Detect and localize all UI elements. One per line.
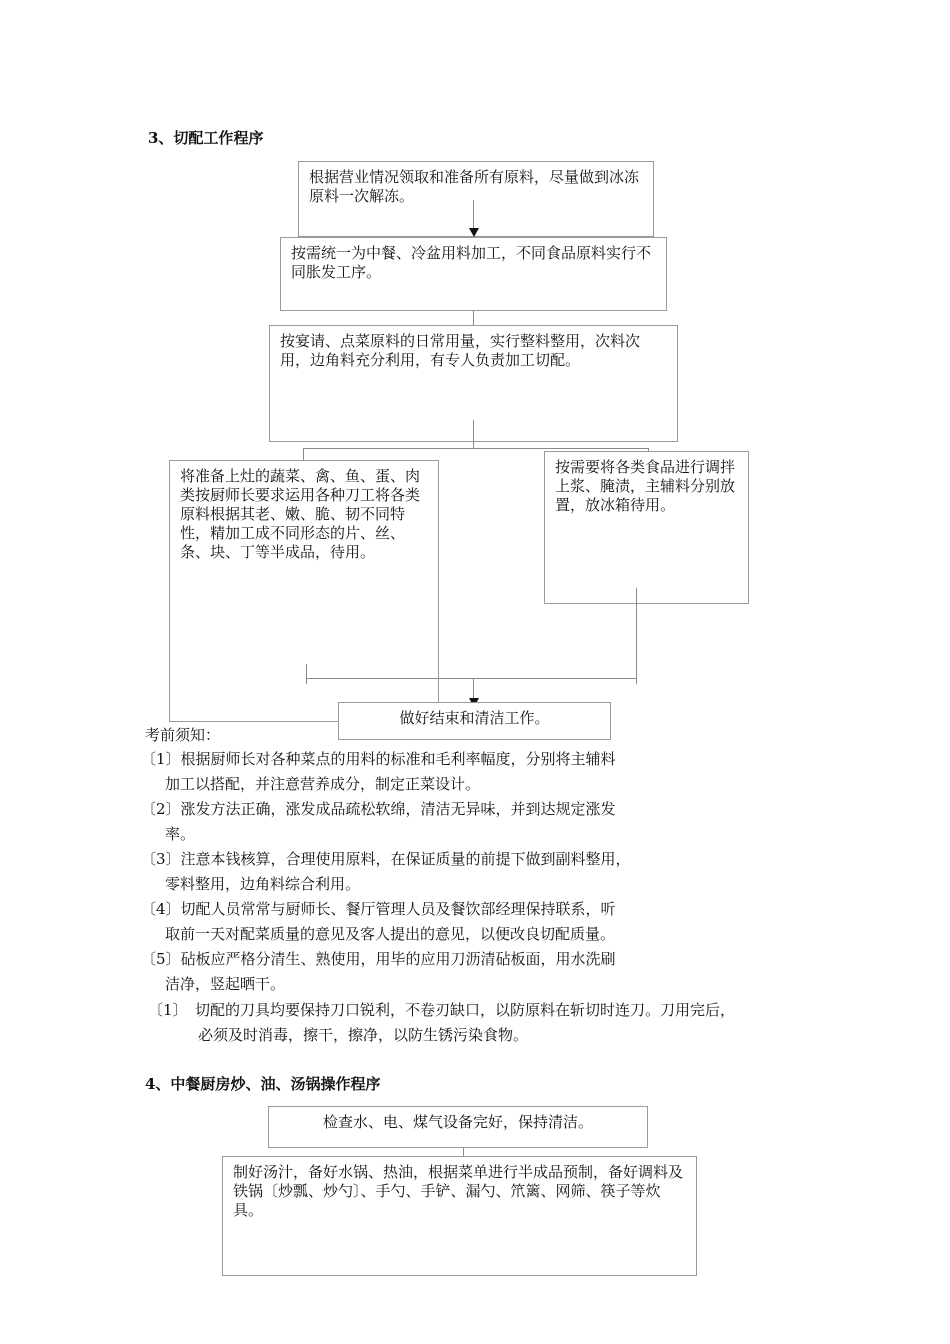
flow-step-text: 按需统一为中餐、冷盆用料加工，不同食品原料实行不同胀发工序。 <box>291 244 652 281</box>
note-item-3-line2: 零料整用，边角料综合利用。 <box>165 875 361 893</box>
connector-line <box>306 664 307 684</box>
flow-step-text: 按宴请、点菜原料的日常用量，实行整料整用，次料次用，边角料充分利用，有专人负责加工切配。 <box>280 332 641 369</box>
connector-merge-line <box>306 678 637 679</box>
connector-line <box>473 678 474 700</box>
flow-step-text: 根据营业情况领取和准备所有原料，尽量做到冰冻原料一次解冻。 <box>309 168 640 205</box>
flow-step-cleanup <box>338 702 611 740</box>
section3-title: 3、切配工作程序 <box>148 129 264 147</box>
flow-step-text: 做好结束和清洁工作。 <box>399 709 550 727</box>
section4-title: 4、中餐厨房炒、油、汤锅操作程序 <box>145 1075 381 1093</box>
flow-step-text: 按需要将各类食品进行调拌上浆、腌渍，主辅料分别放置，放冰箱待用。 <box>555 458 736 514</box>
note-item-5-line1: 〔5〕砧板应严格分清生、熟使用，用毕的应用刀沥清砧板面，用水洗刷 <box>141 950 616 968</box>
connector-line <box>636 588 637 684</box>
flow-step-knife-work <box>169 460 439 722</box>
note-item-6-line2: 必须及时消毒，擦干，擦净，以防生锈污染食物。 <box>198 1026 529 1044</box>
note-item-2-line2: 率。 <box>165 825 196 843</box>
note-item-4-line1: 〔4〕切配人员常常与厨师长、餐厅管理人员及餐饮部经理保持联系，听 <box>141 900 616 918</box>
note-item-2-line1: 〔2〕涨发方法正确，涨发成品疏松软绵，清洁无异味，并到达规定涨发 <box>141 800 616 818</box>
note-item-1-line1: 〔1〕根据厨师长对各种菜点的用料的标准和毛利率幅度，分别将主辅料 <box>141 750 616 768</box>
flow-step-text: 制好汤汁，备好水锅、热油，根据菜单进行半成品预制，备好调料及铁锅〔炒瓢、炒勺〕、手勺、手铲、漏勺、笊篱、网筛、筷子等炊具。 <box>233 1163 684 1219</box>
note-item-6-line1: 〔1〕 切配的刀具均要保持刀口锐利，不卷刃缺口，以防原料在斩切时连刀。刀用完后， <box>148 1001 736 1019</box>
note-item-5-line2: 洁净，竖起晒干。 <box>165 975 286 993</box>
connector-line <box>473 420 474 448</box>
flow-step-check-equipment <box>268 1106 648 1148</box>
notes-title: 考前须知： <box>145 726 221 744</box>
connector-line <box>303 448 304 460</box>
flow-step-text: 检查水、电、煤气设备完好，保持清洁。 <box>322 1113 593 1131</box>
flow-step-seasoning <box>544 451 749 604</box>
flow-step-prepare-materials <box>298 161 654 237</box>
note-item-1-line2: 加工以搭配，并注意营养成分，制定正菜设计。 <box>165 775 481 793</box>
flow-step-text: 将准备上灶的蔬菜、禽、鱼、蛋、肉类按厨师长要求运用各种刀工将各类原料根据其老、嫩、脆、韧不同特性，精加工成不同形态的片、丝、条、块、丁等半成品，待用。 <box>180 467 421 561</box>
flow-step-unified-processing <box>280 237 667 311</box>
arrow-down-icon <box>469 228 479 237</box>
note-item-4-line2: 取前一天对配菜质量的意见及客人提出的意见，以便改良切配质量。 <box>165 925 616 943</box>
flow-step-prepare-stock <box>222 1156 697 1276</box>
connector-branch-line <box>303 448 649 449</box>
note-item-3-line1: 〔3〕注意本钱核算，合理使用原料，在保证质量的前提下做到副料整用， <box>141 850 631 868</box>
connector-line <box>473 200 474 230</box>
